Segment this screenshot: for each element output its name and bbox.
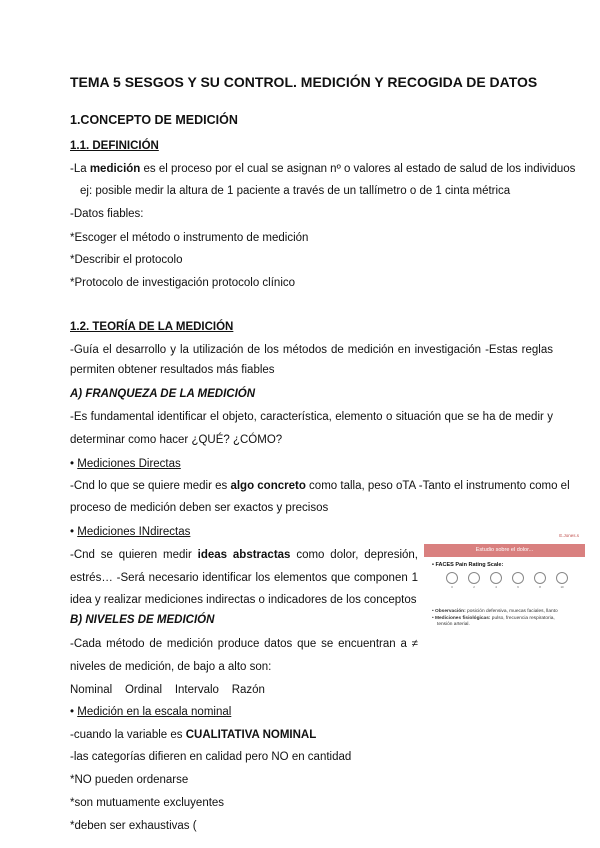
underlined-term: Mediciones INdirectas (77, 526, 191, 538)
note-label: Observación: (435, 609, 466, 614)
underlined-term: Mediciones Directas (77, 458, 181, 470)
subheading-teoria: 1.2. TEORÍA DE LA MEDICIÓN (70, 321, 234, 333)
note-text: pulso, frecuencia respiratoria, (490, 616, 555, 621)
bold-term: algo concreto (230, 480, 306, 492)
text-line: -Es fundamental identificar el objeto, característica, elemento o situación que se ha de medir y (70, 411, 553, 423)
scale-title: FACES Pain Rating Scale: (435, 562, 504, 568)
face-label: 6 (517, 585, 519, 589)
document-title: TEMA 5 SESGOS Y SU CONTROL. MEDICIÓN Y RECOGIDA DE DATOS (70, 74, 538, 90)
list-item: *son mutuamente excluyentes (70, 797, 225, 809)
text: -cuando la variable es (70, 729, 186, 741)
list-item: *deben ser exhaustivas ( (70, 820, 197, 832)
bold-term: medición (89, 163, 141, 175)
text: -La (70, 163, 90, 175)
text-line: niveles de medición, de bajo a alto son: (70, 661, 272, 673)
face-icon (534, 572, 546, 584)
text: -Cnd se quieren medir (70, 549, 198, 561)
text: como talla, peso oTA -Tanto el instrumento como el (305, 480, 570, 492)
text-line: proceso de medición deben ser exactos y precisos (70, 502, 329, 514)
bold-term: ideas abstractas (197, 549, 291, 561)
section-heading-concepto: 1.CONCEPTO DE MEDICIÓN (70, 113, 238, 127)
list-item: *Describir el protocolo (70, 254, 183, 266)
list-item: • Mediciones INdirectas (70, 526, 191, 538)
definition-line (70, 162, 575, 176)
figure-note-continuation: tensión arterial. (437, 622, 470, 627)
faces-scale (446, 572, 576, 602)
list-item: • Medición en la escala nominal (70, 706, 232, 718)
face-label: 4 (495, 585, 497, 589)
subsection-title-a: A) FRANQUEZA DE LA MEDICIÓN (70, 388, 256, 400)
face-label: 8 (539, 585, 541, 589)
text: -Cnd lo que se quiere medir es (70, 480, 231, 492)
text-line (70, 728, 316, 742)
text-line: -Datos fiables: (70, 208, 144, 220)
note-label: Mediciones fisiológicas: (435, 616, 491, 621)
figure-scale-title: • FACES Pain Rating Scale: (432, 562, 504, 568)
figure-note-fisiologicas: • Mediciones fisiológicas: pulso, frecuencia respiratoria, (432, 616, 555, 621)
face-icon (446, 572, 458, 584)
text: como dolor, depresión, (290, 549, 418, 561)
note-text: posición defensiva, muecas faciales, llanto (465, 609, 558, 614)
list-item: *Escoger el método o instrumento de medición (70, 232, 309, 244)
pain-scale-figure (424, 533, 585, 643)
subsection-title-b: B) NIVELES DE MEDICIÓN (70, 614, 215, 626)
face-icon (468, 572, 480, 584)
underlined-term: Medición en la escala nominal (77, 706, 232, 718)
face-icon (490, 572, 502, 584)
figure-note-observacion: • Observación: posición defensiva, muecas faciales, llanto (432, 609, 558, 614)
figure-title-bar: Estudio sobre el dolor... (424, 544, 585, 557)
face-label: 2 (473, 585, 475, 589)
text-line: Nominal Ordinal Intervalo Razón (70, 684, 265, 696)
text-line: -Guía el desarrollo y la utilización de los métodos de medición en investigación -Estas reglas (70, 344, 553, 356)
text-line (70, 479, 570, 493)
face-label: 10 (560, 585, 564, 589)
text: es el proceso por el cual se asignan nº o valores al estado de salud de los individuos (140, 163, 576, 175)
text-line: permiten obtener resultados más fiables (70, 364, 275, 376)
text-line: -las categorías difieren en calidad pero NO en cantidad (70, 751, 352, 763)
text-line: determinar como hacer ¿QUÉ? ¿CÓMO? (70, 434, 283, 446)
text-line (70, 548, 418, 562)
text-line: -Cada método de medición produce datos que se encuentran a ≠ (70, 638, 418, 650)
subheading-definicion: 1.1. DEFINICIÓN (70, 140, 159, 152)
text-line: idea y realizar mediciones indirectas o indicadores de los conceptos (70, 594, 417, 606)
face-icon (512, 572, 524, 584)
bold-term: CUALITATIVA NOMINAL (185, 729, 317, 741)
text-line: estrés… -Será necesario identificar los elementos que componen 1 (70, 572, 418, 584)
face-icon (556, 572, 568, 584)
list-item: *Protocolo de investigación protocolo clínico (70, 277, 296, 289)
list-item: • Mediciones Directas (70, 458, 181, 470)
figure-tag: E.Jones.s (559, 533, 579, 538)
list-item: *NO pueden ordenarse (70, 774, 189, 786)
example-line: ej: posible medir la altura de 1 paciente a través de un tallímetro o de 1 cinta métrica (80, 185, 511, 197)
face-label: 0 (451, 585, 453, 589)
